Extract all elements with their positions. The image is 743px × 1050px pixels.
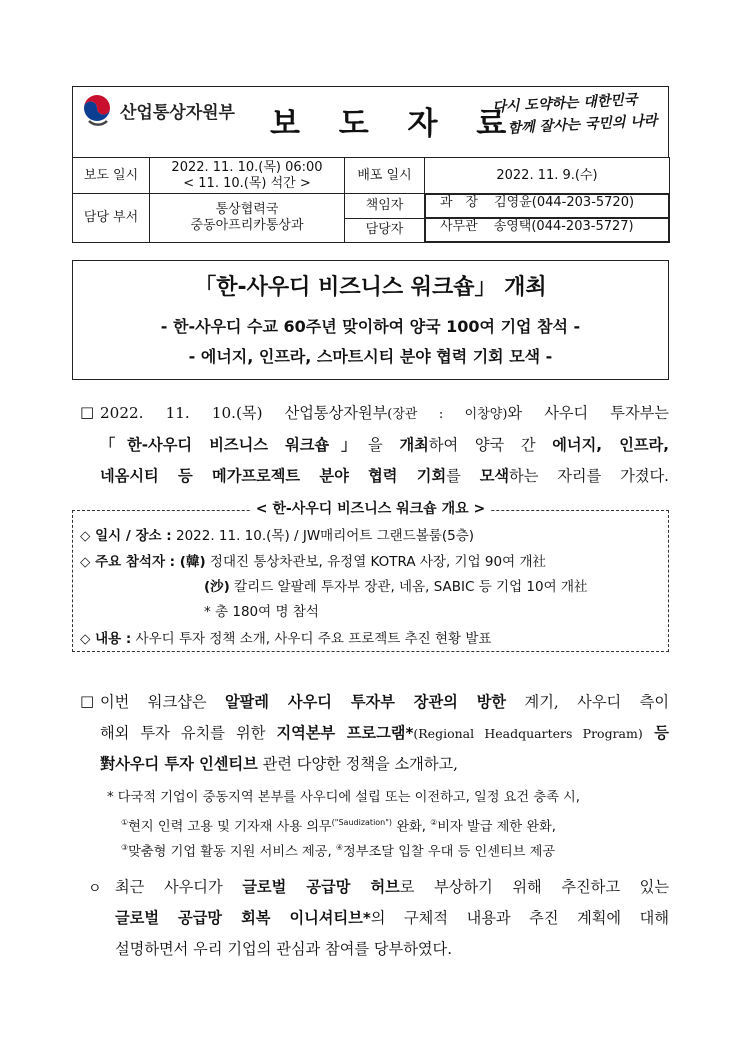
sub-bullet: ㅇ [88, 881, 102, 897]
ministry-logo [80, 94, 235, 126]
resp-title: 과 장 [440, 195, 479, 210]
report-date-line-2: < 11. 10.(목) 석간 > [183, 175, 311, 191]
overview-date-place: ◇ 일시 / 장소 : 2022. 11. 10.(목) / JW매리어트 그랜드볼룸(5층) [80, 528, 475, 544]
dept-line-2: 중동아프리카통상과 [190, 218, 304, 233]
footnote-line-1: * 다국적 기업이 중동지역 본부를 사우디에 설립 또는 이전하고, 일정 요건 충족 시, [107, 790, 580, 805]
p1-line-3: 네옴시티 등 메가프로젝트 분야 협력 기회를 모색하는 자리를 가졌다. [100, 467, 669, 485]
footnote-line-3: ③맞춤형 기업 활동 지원 서비스 제공, ④정부조달 입찰 우대 등 인센티브 제공 [121, 843, 556, 860]
resp-name: 김영윤(044-203-5720) [494, 195, 635, 210]
paragraph-2 [100, 687, 669, 780]
paragraph-bullet: □ [80, 692, 95, 710]
p1-line-2: 「한-사우디 비즈니스 워크숍」을 개최하여 양국 간 에너지, 인프라, [100, 436, 670, 454]
p3-line-1: 최근 사우디가 글로벌 공급망 허브로 부상하기 위해 추진하고 있는 [115, 878, 669, 896]
resp-value [425, 194, 669, 218]
slogan-line-2: 함께 잘사는 국민의 나라 [507, 112, 658, 137]
paragraph-3 [115, 872, 669, 965]
overview-attendees-saudi: (沙) 칼리드 알팔레 투자부 장관, 네옴, SABIC 등 기업 10여 개社 [204, 579, 588, 595]
p3-line-2: 글로벌 공급망 회복 이니셔티브*의 구체적 내용과 추진 계획에 대해 [115, 909, 669, 927]
subheadline-2: - 에너지, 인프라, 스마트시티 분야 협력 기회 모색 - [188, 347, 553, 366]
doc-type-title: 보 도 자 료 [270, 106, 521, 142]
p3-line-3: 설명하면서 우리 기업의 관심과 참여를 당부하였다. [115, 940, 453, 958]
resp-label: 책임자 [345, 194, 425, 219]
dist-date-label: 배포 일시 [345, 158, 425, 194]
p2-line-3: 對사우디 투자 인센티브 관련 다양한 정책을 소개하고, [100, 755, 459, 773]
overview-attendees-total: * 총 180여 명 참석 [204, 604, 319, 620]
release-info-table [72, 157, 670, 243]
report-date-value [150, 158, 345, 194]
government-slogan [492, 88, 664, 141]
paragraph-bullet: □ [80, 403, 95, 421]
p2-line-2: 해외 투자 유치를 위한 지역본부 프로그램*(Regional Headquarters Program) 등 [100, 724, 669, 742]
staff-name: 송영택(044-203-5727) [493, 219, 634, 234]
dept-label: 담당 부서 [73, 194, 150, 243]
footnote-line-2: ①현지 인력 고용 및 기자재 사용 의무$^{("Saudization")}$ 완화, ②비자 발급 제한 완화, [121, 818, 556, 835]
slogan-line-1: 다시 도약하는 대한민국 [492, 91, 638, 116]
ministry-name: 산업통상자원부 [120, 102, 235, 123]
dept-line-1: 통상협력국 [215, 202, 279, 217]
overview-attendees-korea: ◇ 주요 참석자 : (韓) 정대진 통상차관보, 유정열 KOTRA 사장, 기업 90여 개社 [80, 554, 546, 570]
taegeuk-emblem-icon [80, 93, 114, 127]
staff-value [425, 218, 669, 242]
headline: 「한-사우디 비즈니스 워크숍」 개최 [194, 275, 547, 300]
subheadline-1: - 한-사우디 수교 60주년 맞이하여 양국 100여 기업 참석 - [160, 317, 581, 336]
report-date-line-1: 2022. 11. 10.(목) 06:00 [171, 159, 323, 175]
p2-line-1: 이번 워크샵은 알팔레 사우디 투자부 장관의 방한 계기, 사우디 측이 [100, 693, 670, 711]
report-date-label: 보도 일시 [73, 158, 150, 194]
staff-label: 담당자 [345, 218, 425, 243]
dist-date-value: 2022. 11. 9.(수) [425, 158, 670, 194]
overview-title: < 한-사우디 비즈니스 워크숍 개요 > [72, 498, 669, 518]
dept-value [150, 194, 345, 243]
staff-title: 사무관 [440, 219, 478, 234]
p1-line-1: 2022. 11. 10.(목) 산업통상자원부(장관 : 이창양)와 사우디 투자부는 [100, 404, 669, 422]
overview-content: ◇ 내용 : 사우디 투자 정책 소개, 사우디 주요 프로젝트 추진 현황 발표 [80, 631, 492, 647]
paragraph-1 [100, 398, 669, 492]
